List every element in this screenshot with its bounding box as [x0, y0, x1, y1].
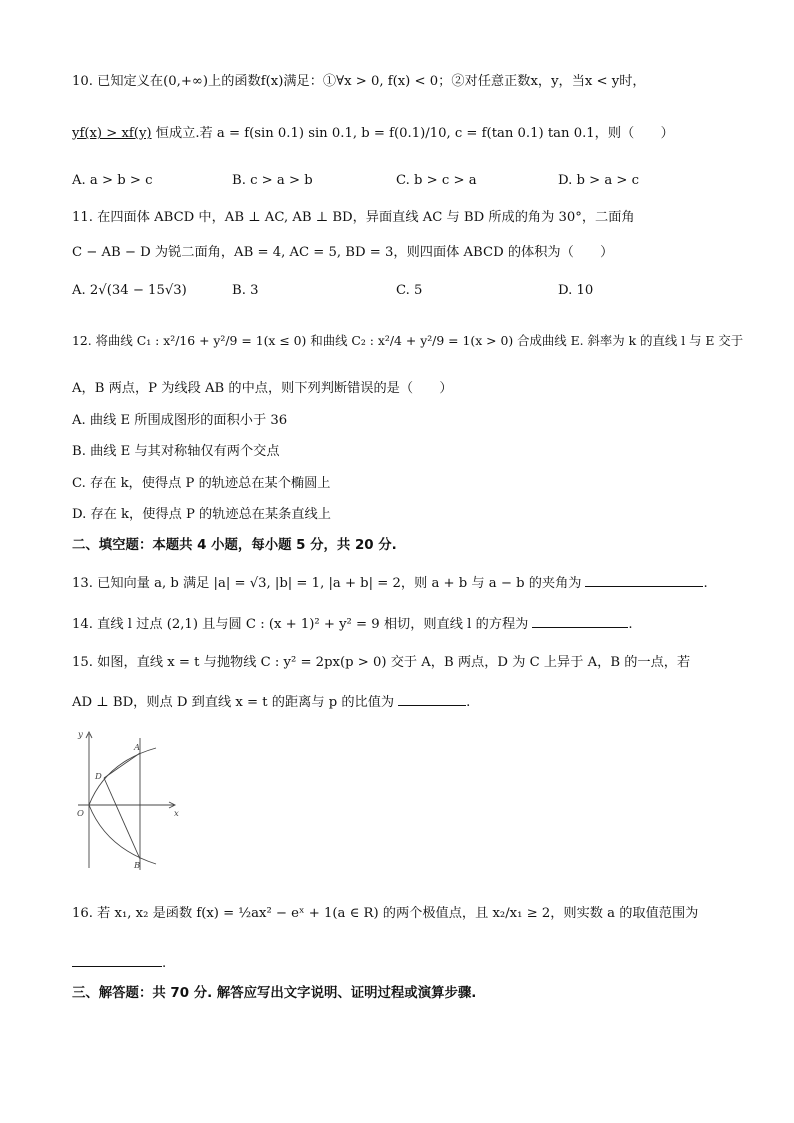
- label-y: y: [78, 730, 83, 740]
- q15-text: AD ⊥ BD，则点 D 到直线 x = t 的距离与 p 的比值为: [72, 695, 395, 710]
- q10-option-a: A. a > b > c: [72, 173, 153, 188]
- q12-line1: 12. 将曲线 C₁ : x²/16 + y²/9 = 1(x ≤ 0) 和曲线 C₂ : x²/4 + y²/9 = 1(x > 0) 合成曲线 E. 斜率为 k 的直线 l 与 E 交于: [72, 333, 744, 348]
- q11-option-b: B. 3: [232, 283, 259, 298]
- q14-line: [72, 615, 633, 633]
- q12-line2: A，B 两点，P 为线段 AB 的中点，则下列判断错误的是（ ）: [72, 381, 453, 396]
- q16-line2: [72, 954, 166, 972]
- q14-answer-blank: [532, 615, 628, 628]
- q15-period: .: [466, 695, 471, 710]
- q10-option-b: B. c > a > b: [232, 173, 313, 188]
- q13-text: 13. 已知向量 a, b 满足 |a| = √3, |b| = 1, |a + b| = 2，则 a + b 与 a − b 的夹角为: [72, 576, 582, 591]
- label-b: B: [134, 861, 141, 871]
- q12-option-c: C. 存在 k，使得点 P 的轨迹总在某个椭圆上: [72, 476, 331, 491]
- q12-option-a: A. 曲线 E 所围成图形的面积小于 36: [72, 413, 288, 428]
- label-x: x: [174, 809, 179, 819]
- label-a: A: [134, 743, 141, 753]
- q11-option-c: C. 5: [396, 283, 423, 298]
- q12-option-d: D. 存在 k，使得点 P 的轨迹总在某条直线上: [72, 507, 331, 522]
- q10-option-c: C. b > c > a: [396, 173, 477, 188]
- q11-option-d: D. 10: [558, 283, 594, 298]
- q15-answer-blank: [398, 693, 466, 706]
- q13-answer-blank: [585, 574, 703, 587]
- q14-text: 14. 直线 l 过点 (2,1) 且与圆 C : (x + 1)² + y² = 9 相切，则直线 l 的方程为: [72, 617, 529, 632]
- q13-line: [72, 574, 708, 592]
- q16-period: .: [162, 956, 167, 971]
- section3-heading: 三、解答题：共 70 分. 解答应写出文字说明、证明过程或演算步骤.: [72, 986, 477, 1001]
- q10-condition: yf(x) > xf(y): [72, 126, 152, 141]
- q11-line1: 11. 在四面体 ABCD 中，AB ⊥ AC, AB ⊥ BD，异面直线 AC 与 BD 所成的角为 30°，二面角: [72, 210, 635, 225]
- q11-line2: C − AB − D 为锐二面角，AB = 4, AC = 5, BD = 3，则四面体 ABCD 的体积为（ ）: [72, 245, 614, 260]
- q15-line1: 15. 如图，直线 x = t 与抛物线 C : y² = 2px(p > 0) 交于 A，B 两点，D 为 C 上异于 A，B 的一点，若: [72, 655, 691, 670]
- q10-option-d: D. b > a > c: [558, 173, 640, 188]
- q16-line1: 16. 若 x₁, x₂ 是函数 f(x) = ½ax² − eˣ + 1(a ∈ R) 的两个极值点，且 x₂/x₁ ≥ 2，则实数 a 的取值范围为: [72, 906, 699, 921]
- q10-line2-rest: 恒成立.若 a = f(sin 0.1) sin 0.1, b = f(0.1)/10, c = f(tan 0.1) tan 0.1，则（ ）: [155, 126, 674, 141]
- section2-heading: 二、填空题：本题共 4 小题，每小题 5 分，共 20 分.: [72, 538, 397, 553]
- segment-ad: [104, 753, 140, 778]
- q16-answer-blank: [72, 954, 162, 967]
- label-o: O: [77, 809, 84, 819]
- q10-line1: 10. 已知定义在(0,+∞)上的函数f(x)满足：①∀x > 0, f(x) < 0；②对任意正数x，y，当x < y时，: [72, 74, 646, 89]
- q14-period: .: [628, 617, 633, 632]
- q12-option-b: B. 曲线 E 与其对称轴仅有两个交点: [72, 444, 280, 459]
- q15-line2: [72, 693, 470, 711]
- label-d: D: [95, 772, 102, 782]
- q10-line2: [72, 126, 674, 142]
- q13-period: .: [703, 576, 708, 591]
- q11-option-a: A. 2√(34 − 15√3): [72, 283, 187, 298]
- parabola-figure: [70, 726, 190, 874]
